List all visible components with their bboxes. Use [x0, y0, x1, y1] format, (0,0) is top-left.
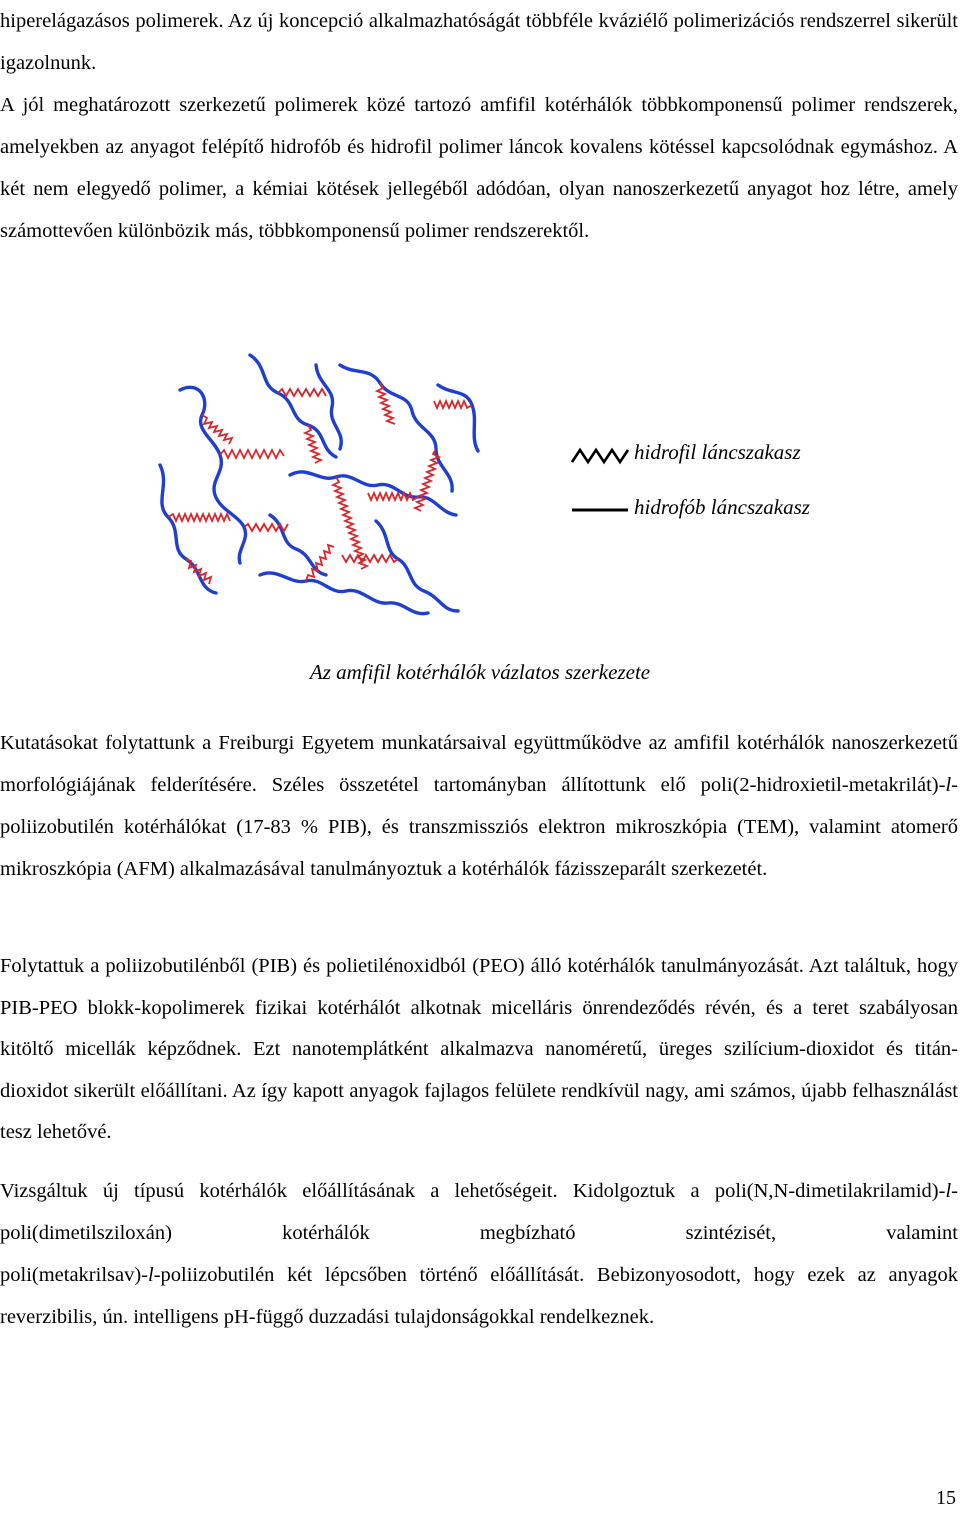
legend-label-hydrophilic: hidrofil láncszakasz	[634, 440, 801, 464]
copolymer-network-diagram	[140, 345, 490, 630]
hydrophilic-segment	[220, 450, 284, 458]
legend-item-hydrophobic	[570, 495, 950, 525]
hydrophobic-chain	[260, 573, 428, 614]
paragraph-5-part-1: Vizsgáltuk új típusú kotérhálók előállításának a lehetőségeit. Kidolgoztuk a poli(N,N-dimetilakrilamid)-l-poli(dimetilsziloxán) kotérhálók megbízható szintézisét, valamint	[0, 1180, 958, 1244]
hydrophilic-segment	[342, 555, 398, 562]
page-number: 15	[936, 1487, 956, 1509]
figure-caption: Az amfifil kotérhálók vázlatos szerkezete	[309, 660, 651, 684]
hydrophobic-chain	[180, 387, 246, 563]
legend-label-hydrophobic: hidrofób láncszakasz	[634, 495, 810, 519]
italic-run: l	[945, 1180, 952, 1202]
hydrophobic-chain	[250, 355, 336, 457]
paragraph-2: A jól meghatározott szerkezetű polimerek közé tartozó amfifil kotérhálók többkomponensű polimer rendszerek, amelyekben az anyagot felépítő hidrofób és hidrofil polimer láncok kovalens kötéssel kapcsolódnak egymáshoz. A két nem elegyedő polimer, a kémiai kötések jellegéből adódóan, olyan nanoszerkezetű anyagot hoz létre, amely számottevően különbözik más, többkomponensű polimer rendszerektől.	[0, 94, 958, 242]
network-svg	[140, 345, 490, 630]
hydrophobic-chain	[376, 521, 458, 611]
hydrophobic-chain	[160, 465, 216, 593]
paragraph-1: hiperelágazásos polimerek. Az új koncepció alkalmazhatóságát többféle kváziélő polimerizációs rendszerrel sikerült igazolnunk.	[0, 10, 958, 74]
hydrophobic-chain	[438, 385, 478, 451]
hydrophilic-segment	[434, 401, 472, 408]
paragraph-5-part-2: poli(metakrilsav)-l-poliizobutilén két lépcsőben történő előállítását. Bebizonyosodott, hogy ezek az anyagok reverzibilis, ún. intelligens pH-függő duzzadási tulajdonságokkal rendelkeznek.	[0, 1264, 958, 1328]
italic-run: l	[945, 774, 952, 796]
solid-line-icon	[570, 499, 630, 521]
zigzag-line-icon	[570, 444, 630, 466]
paragraph-3: Kutatásokat folytattunk a Freiburgi Egyetem munkatársaival együttműködve az amfifil kotérhálók nanoszerkezetű morfológiájának felderítésére. Széles összetétel tartományban állítottunk elő poli(2-hidroxietil-metakrilát)-l-poliizobutilén kotérhálókat (17-83 % PIB), és transzmissziós elektron mikroszkópia (TEM), valamint atomerő mikroszkópia (AFM) alkalmazásával tanulmányoztuk a kotérhálók fázisszeparált szerkezetét.	[0, 732, 958, 880]
hydrophobic-chain	[340, 365, 452, 491]
paragraph-4: Folytattuk a poliizobutilénből (PIB) és polietilénoxidból (PEO) álló kotérhálók tanulmányozását. Azt találtuk, hogy PIB-PEO blokk-kopolimerek fizikai kotérhálót alkotnak micelláris önrendeződés révén, és a teret szabályosan kitöltő micellák képződnek. Ezt nanotemplátként alkalmazva nanoméretű, üreges szilícium-dioxidot és titán-dioxidot sikerült előállítani. Az így kapott anyagok fajlagos felülete rendkívül nagy, ami számos, újabb felhasználást tesz lehetővé.	[0, 955, 958, 1143]
hydrophilic-segment	[278, 389, 326, 396]
hydrophilic-segment	[202, 415, 232, 444]
figure-legend	[570, 440, 950, 530]
paragraph-5	[0, 1170, 958, 1338]
italic-run: l	[148, 1264, 154, 1286]
hydrophilic-segment	[168, 514, 230, 521]
legend-item-hydrophilic	[570, 440, 950, 470]
